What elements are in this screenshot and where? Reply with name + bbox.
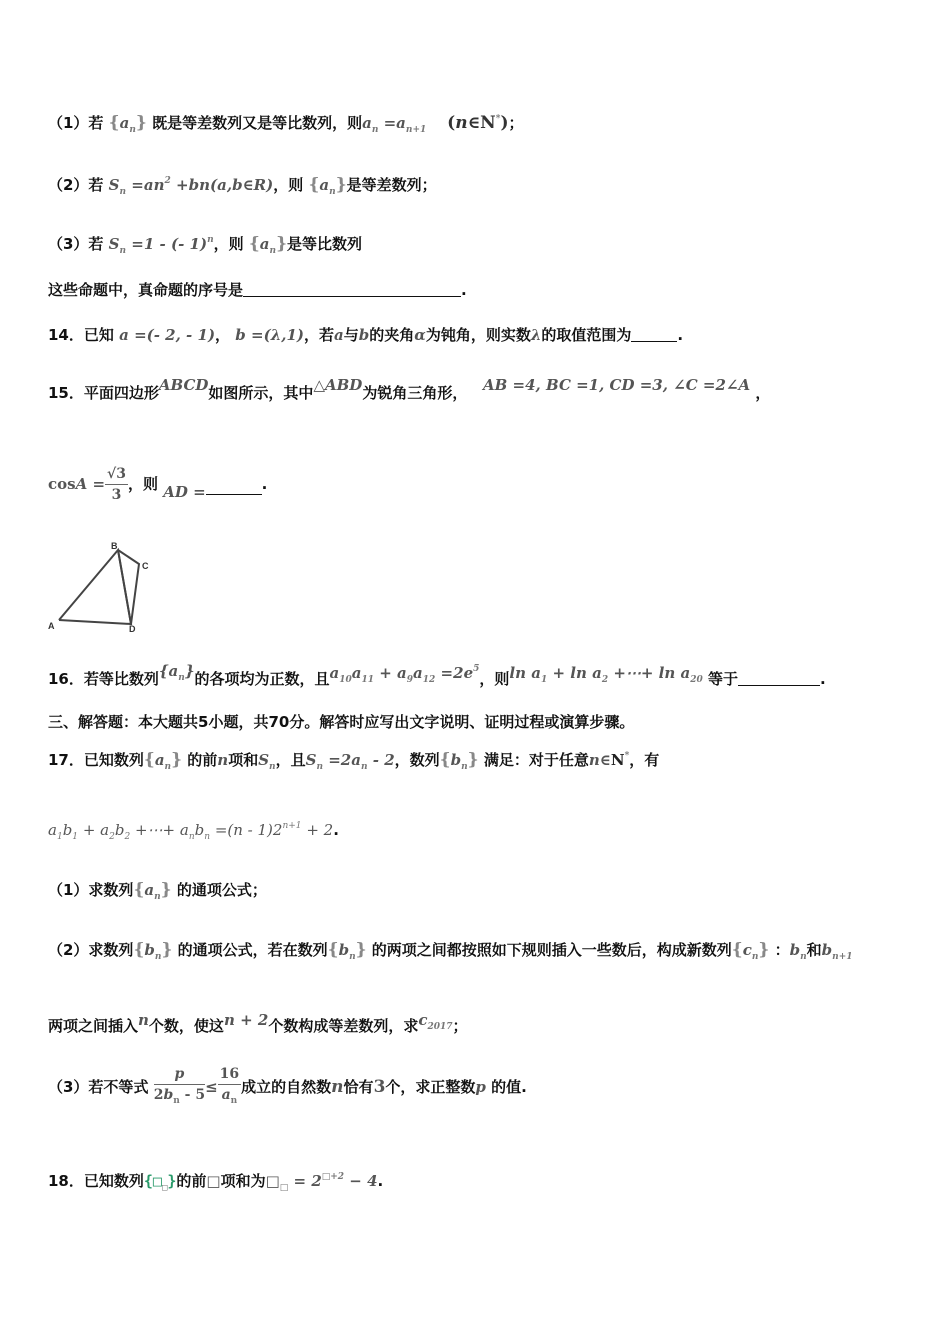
question-17-part-3: （3）若不等式 $\frac{p}{2b_n - 5}$ ≤ $\frac{16}{a_n}$ 成立的自然数n恰有3个，求正整数p 的值.: [48, 1066, 527, 1106]
statement-2: （2）若 $S_n =an^2$ +bn(a,b∈R)，则 $\{a_n\}$是等差数列；: [48, 175, 437, 197]
question-17-formula: $a_1b_1 + a_2b_2$ +⋯+ $a_nb_n =(n - 1)2^{n+1} + 2$.: [48, 821, 339, 842]
answer-blank[interactable]: [206, 480, 262, 495]
section-3-heading: 三、解答题：本大题共5小题，共70分。解答时应写出文字说明、证明过程或演算步骤。: [48, 713, 635, 731]
question-17-part-2: （2）求数列$\{b_n\}$ 的通项公式，若在数列$\{b_n\}$ 的两项之间都按照如下规则插入一些数后，构成新数列$\{c_n\}$ ：$b_n$和$b_{n+1}$: [48, 940, 853, 962]
answer-blank[interactable]: [631, 327, 677, 342]
label-d: D: [129, 624, 136, 634]
question-15-cont: cosA = $\frac{√3}{3}$ ，则 AD = .: [48, 466, 268, 503]
question-15: 15．平面四边形ABCD如图所示，其中△ABD为锐角三角形， AB =4, BC =1, CD =3, ∠C =2∠A ，: [48, 376, 771, 402]
answer-blank[interactable]: [738, 671, 820, 686]
answer-blank[interactable]: [243, 282, 461, 297]
true-statements-question: 这些命题中，真命题的序号是 .: [48, 281, 467, 299]
question-14: 14．已知 a =(- 2, - 1)， b =(λ,1)，若a与b的夹角α为钝角，则实数λ的取值范围为 .: [48, 326, 684, 344]
quadrilateral-figure: [45, 540, 155, 636]
diagonal-bd: [118, 550, 131, 624]
label-a: A: [48, 621, 55, 631]
question-16: 16．若等比数列$\{a_n\}$的各项均为正数，且$a_{10}a_{11} + a_9a_{12} =2e^5$，则$\ln a_1 + \ln a_2$ +⋯+ $\ln a_{20}$ 等于 .: [48, 662, 826, 688]
question-17-part-2-cont: 两项之间插入n个数，使这n + 2个数构成等差数列，求$c_{2017}$；: [48, 1011, 468, 1035]
label-b: B: [111, 541, 118, 551]
question-17: 17．已知数列$\{a_n\}$ 的前n项和$S_n$，且$S_n =2a_n - 2$，数列$\{b_n\}$ 满足：对于任意n∈N*，有: [48, 750, 660, 772]
label-c: C: [142, 561, 149, 571]
question-17-part-1: （1）求数列$\{a_n\}$ 的通项公式；: [48, 880, 267, 902]
statement-1: （1）若 $\{a_n\}$ 既是等差数列又是等比数列，则$a_n =a_{n+1}$ (n∈N*)；: [48, 113, 524, 135]
question-18: 18．已知数列$\{□_□\}$的前□项和为$□_□ = 2^{□+2} - 4$.: [48, 1172, 384, 1193]
statement-3: （3）若 $S_n =1$ - (- 1)$^n$，则 $\{a_n\}$是等比数列: [48, 234, 363, 256]
